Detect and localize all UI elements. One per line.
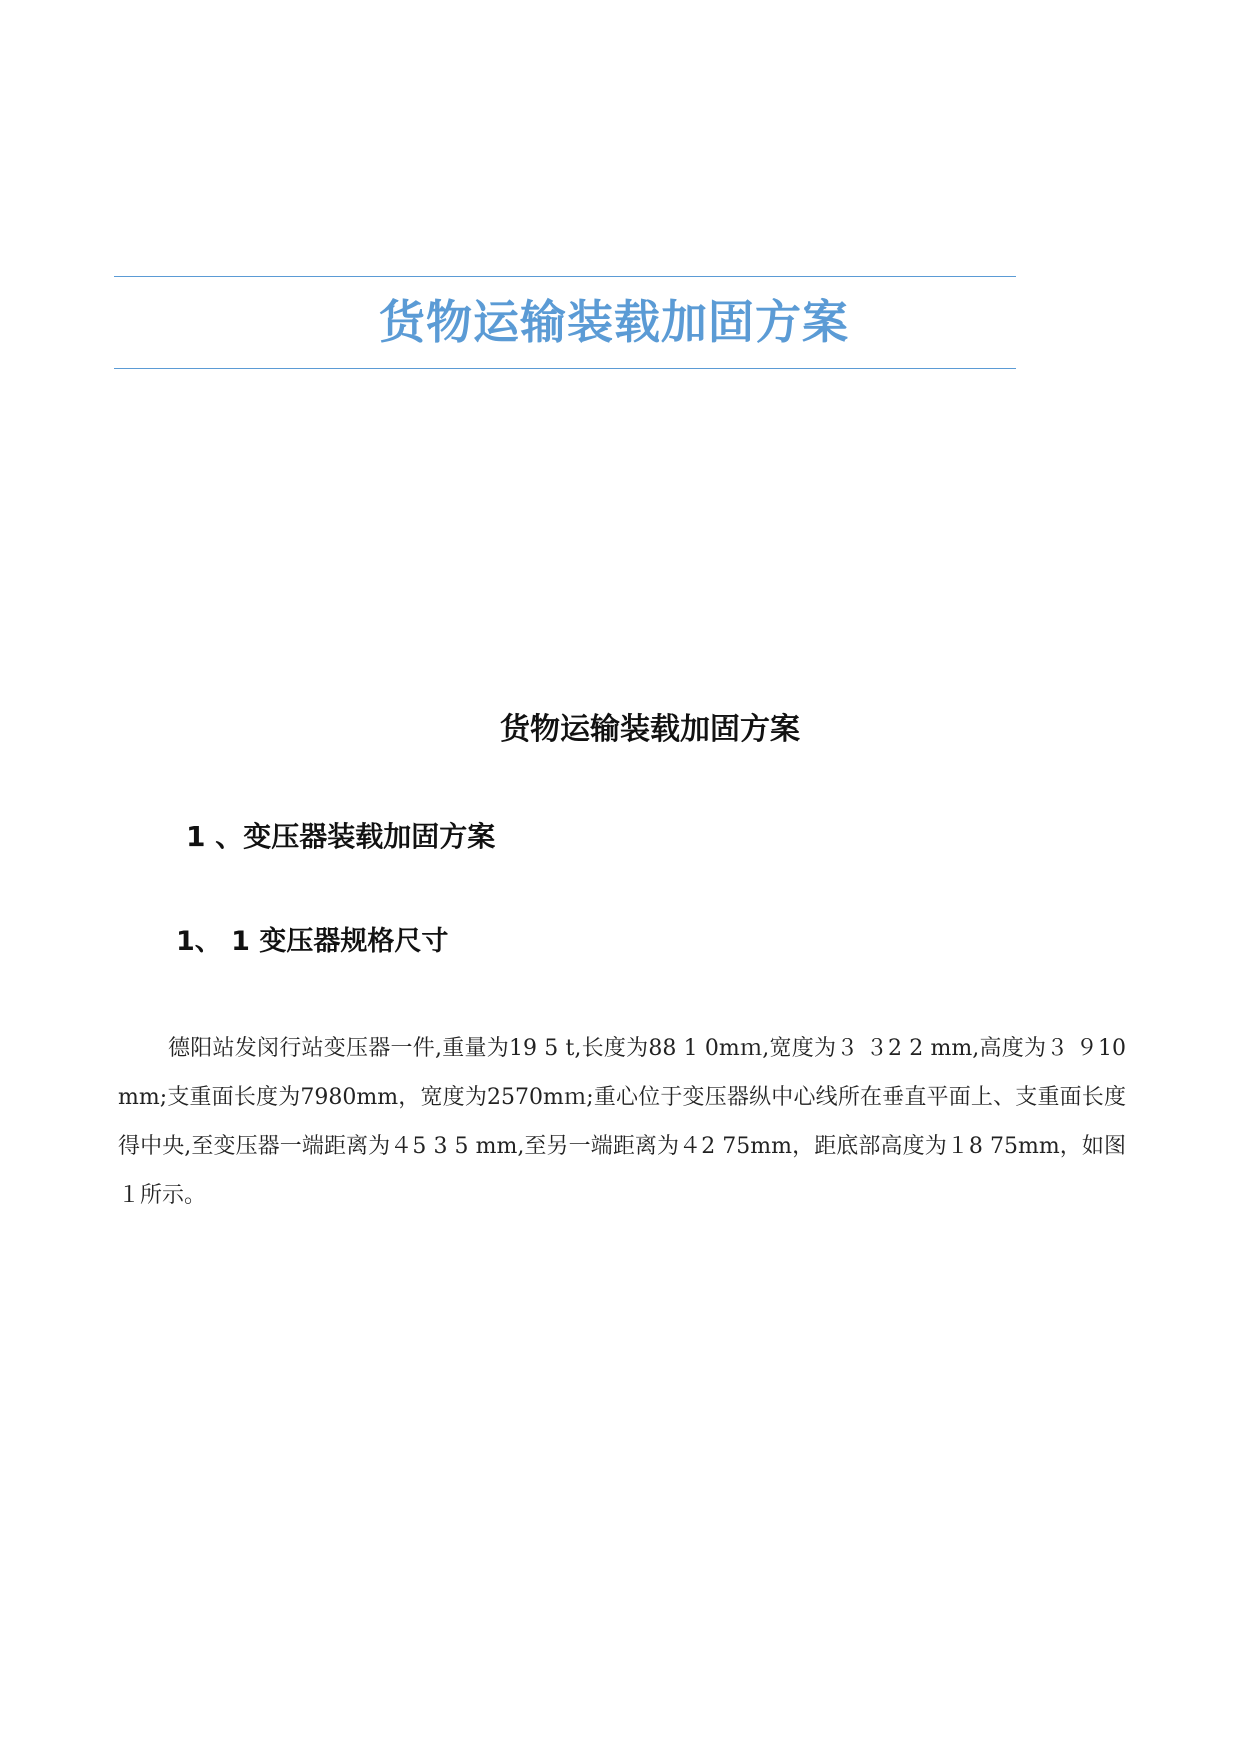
cover-title: 货物运输装载加固方案 xyxy=(379,295,849,349)
cover-title-bottom-rule xyxy=(114,368,1016,369)
section-1-heading: 1 、变压器装载加固方案 xyxy=(186,820,496,853)
cover-title-top-rule xyxy=(114,276,1016,277)
document-title: 货物运输装载加固方案 xyxy=(500,712,800,747)
section-1-1-heading: 1、 1 变压器规格尺寸 xyxy=(176,926,449,957)
section-1-1-paragraph: 德阳站发闵行站变压器一件,重量为19 5 t,长度为88 1 0mｍ,宽度为３ ３2 2 mm,高度为３ ９10mm;支重面长度为7980mm，宽度为2570mｍ;重心位于变压器纵中心线所在垂直平面上、支重面长度得中央,至变压器一端距离为４5 3 5 mm,至另一端距离为４2 75mm，距底部高度为１8 75mm，如图１所示。 xyxy=(118,1036,1126,1208)
